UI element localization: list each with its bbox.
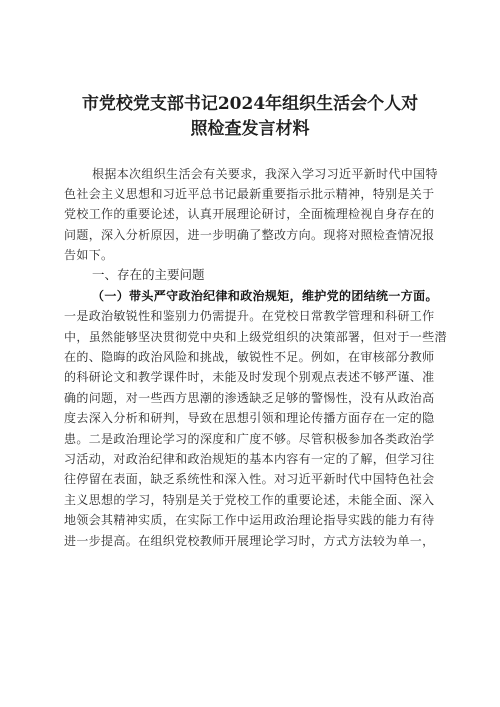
body-line: 的科研论文和教学课件时，未能及时发现个别观点表述不够严谨、准 xyxy=(64,370,435,384)
body-line: 习活动，对政治纪律和政治规矩的基本内容有一定的了解，但学习往 xyxy=(64,452,435,466)
body-line: 往停留在表面，缺乏系统性和深入性。对习近平新时代中国特色社会 xyxy=(64,472,435,486)
body-line: 在的、隐晦的政治风险和挑战，敏锐性不足。例如，在审核部分教师 xyxy=(64,350,435,364)
body-line: 患。二是政治理论学习的深度和广度不够。尽管积极参加各类政治学 xyxy=(64,432,435,446)
body-line: 进一步提高。在组织党校教师开展理论学习时，方式方法较为单一， xyxy=(64,534,435,548)
intro-line: 根据本次组织生活会有关要求，我深入学习习近平新时代中国特 xyxy=(92,167,438,181)
body-line: 地领会其精神实质，在实际工作中运用政治理论指导实践的能力有待 xyxy=(64,513,435,527)
intro-line: 告如下。 xyxy=(64,248,114,262)
intro-line: 色社会主义思想和习近平总书记最新重要指示批示精神，特别是关于 xyxy=(64,187,435,201)
intro-line: 问题，深入分析原因，进一步明确了整改方向。现将对照检查情况报 xyxy=(64,228,435,242)
body-line: 中，虽然能够坚决贯彻党中央和上级党组织的决策部署，但对于一些潜 xyxy=(64,330,447,344)
document-title-line-1: 市党校党支部书记2024年组织生活会个人对 xyxy=(81,94,419,114)
body-line: 度去深入分析和研判，导致在思想引领和理论传播方面存在一定的隐 xyxy=(64,411,435,425)
intro-line: 党校工作的重要论述，认真开展理论研讨，全面梳理检视自身存在的 xyxy=(64,207,435,221)
subsection-heading: （一）带头严守政治纪律和政治规矩，维护党的团结统一方面。 xyxy=(92,289,438,303)
body-line: 确的问题，对一些西方思潮的渗透缺乏足够的警惕性，没有从政治高 xyxy=(64,391,435,405)
body-line: 主义思想的学习，特别是关于党校工作的重要论述，未能全面、深入 xyxy=(64,493,435,507)
body-line: 一是政治敏锐性和鉴别力仍需提升。在党校日常教学管理和科研工作 xyxy=(64,309,435,323)
section-heading: 一、存在的主要问题 xyxy=(92,267,205,282)
document-title-line-2: 照检查发言材料 xyxy=(190,119,310,139)
